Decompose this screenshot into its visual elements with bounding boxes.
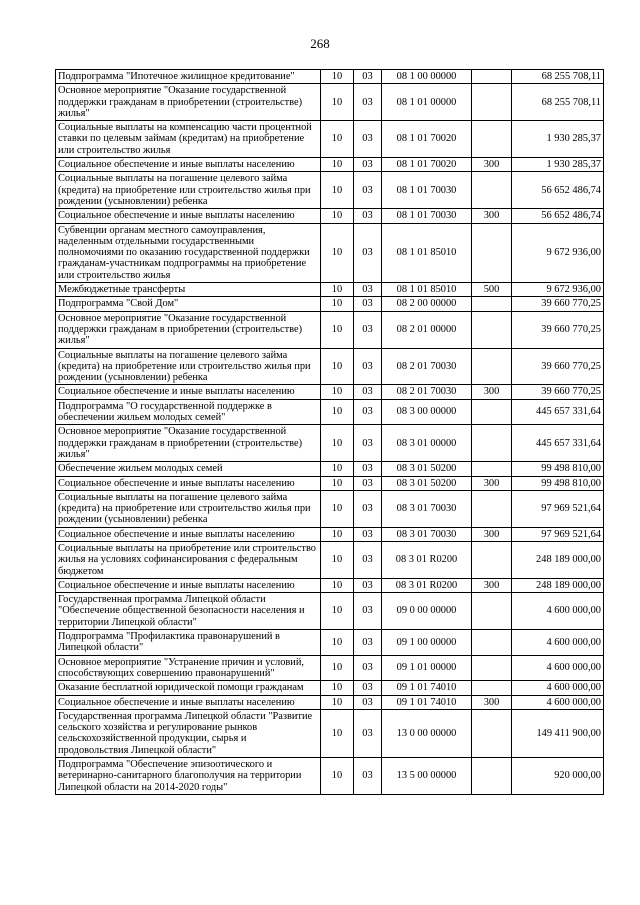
row-expense-type [472,758,512,795]
row-target-article: 08 1 00 00000 [382,70,472,84]
row-subsection: 03 [354,399,382,425]
row-expense-type [472,223,512,282]
row-name: Государственная программа Липецкой области "Обеспечение общественной безопасности населения и территории Липецкой области" [56,593,321,630]
table-row [56,709,604,757]
row-section: 10 [321,348,354,385]
row-amount: 39 660 770,25 [512,348,604,385]
row-target-article: 08 3 01 R0200 [382,541,472,578]
row-name: Социальное обеспечение и иные выплаты населению [56,695,321,709]
row-name: Основное мероприятие "Устранение причин и условий, способствующих совершению правонарушений" [56,655,321,681]
table-row [56,630,604,656]
row-amount: 1 930 285,37 [512,158,604,172]
row-expense-type [472,541,512,578]
row-section: 10 [321,462,354,476]
row-subsection: 03 [354,348,382,385]
table-row [56,121,604,158]
row-name: Межбюджетные трансферты [56,283,321,297]
row-subsection: 03 [354,527,382,541]
row-name: Основное мероприятие "Оказание государственной поддержки гражданам в приобретении (строительстве) жилья" [56,84,321,121]
row-target-article: 08 1 01 70020 [382,158,472,172]
row-subsection: 03 [354,84,382,121]
row-amount: 248 189 000,00 [512,578,604,592]
row-subsection: 03 [354,425,382,462]
row-expense-type: 500 [472,283,512,297]
table-row [56,311,604,348]
row-target-article: 08 2 00 00000 [382,297,472,311]
row-section: 10 [321,758,354,795]
row-section: 10 [321,695,354,709]
row-section: 10 [321,630,354,656]
row-name: Подпрограмма "Обеспечение эпизоотического и ветеринарно-санитарного благополучия на территории Липецкой области на 2014-2020 годы" [56,758,321,795]
row-expense-type [472,121,512,158]
row-target-article: 08 3 01 50200 [382,476,472,490]
row-amount: 99 498 810,00 [512,476,604,490]
table-row [56,297,604,311]
row-amount: 1 930 285,37 [512,121,604,158]
row-subsection: 03 [354,593,382,630]
row-amount: 149 411 900,00 [512,709,604,757]
row-section: 10 [321,283,354,297]
row-name: Подпрограмма "Профилактика правонарушений в Липецкой области" [56,630,321,656]
table-row [56,490,604,527]
row-amount: 445 657 331,64 [512,425,604,462]
row-amount: 39 660 770,25 [512,311,604,348]
row-amount: 920 000,00 [512,758,604,795]
row-expense-type: 300 [472,695,512,709]
row-name: Подпрограмма "О государственной поддержке в обеспечении жильем молодых семей" [56,399,321,425]
row-section: 10 [321,158,354,172]
table-row [56,172,604,209]
row-subsection: 03 [354,385,382,399]
row-name: Социальное обеспечение и иные выплаты населению [56,527,321,541]
row-section: 10 [321,385,354,399]
row-amount: 445 657 331,64 [512,399,604,425]
table-row [56,578,604,592]
row-target-article: 08 1 01 70030 [382,209,472,223]
row-subsection: 03 [354,578,382,592]
row-section: 10 [321,209,354,223]
row-amount: 68 255 708,11 [512,70,604,84]
row-expense-type [472,490,512,527]
row-section: 10 [321,527,354,541]
table-row [56,223,604,282]
budget-table [55,69,604,795]
table-row [56,84,604,121]
table-row [56,655,604,681]
row-section: 10 [321,399,354,425]
row-expense-type [472,709,512,757]
table-row [56,681,604,695]
row-expense-type [472,630,512,656]
row-target-article: 13 5 00 00000 [382,758,472,795]
row-subsection: 03 [354,630,382,656]
row-name: Социальные выплаты на приобретение или строительство жилья на условиях софинансирования с федеральным бюджетом [56,541,321,578]
row-target-article: 08 3 01 70030 [382,490,472,527]
row-expense-type: 300 [472,476,512,490]
row-amount: 99 498 810,00 [512,462,604,476]
row-expense-type [472,84,512,121]
row-section: 10 [321,425,354,462]
row-expense-type: 300 [472,385,512,399]
row-section: 10 [321,709,354,757]
row-target-article: 09 1 01 00000 [382,655,472,681]
row-section: 10 [321,297,354,311]
table-row [56,348,604,385]
row-name: Социальное обеспечение и иные выплаты населению [56,385,321,399]
row-section: 10 [321,121,354,158]
row-subsection: 03 [354,311,382,348]
row-subsection: 03 [354,223,382,282]
row-target-article: 13 0 00 00000 [382,709,472,757]
row-amount: 9 672 936,00 [512,283,604,297]
row-amount: 248 189 000,00 [512,541,604,578]
row-name: Основное мероприятие "Оказание государственной поддержки гражданам в приобретении (строительстве) жилья" [56,311,321,348]
row-section: 10 [321,681,354,695]
row-target-article: 08 2 01 70030 [382,385,472,399]
row-amount: 4 600 000,00 [512,695,604,709]
row-expense-type: 300 [472,158,512,172]
row-target-article: 09 1 01 74010 [382,681,472,695]
row-amount: 68 255 708,11 [512,84,604,121]
row-expense-type: 300 [472,209,512,223]
row-subsection: 03 [354,297,382,311]
row-expense-type [472,70,512,84]
row-amount: 9 672 936,00 [512,223,604,282]
row-name: Оказание бесплатной юридической помощи гражданам [56,681,321,695]
row-subsection: 03 [354,490,382,527]
row-section: 10 [321,476,354,490]
row-amount: 39 660 770,25 [512,297,604,311]
row-expense-type [472,172,512,209]
table-row [56,476,604,490]
row-target-article: 09 0 00 00000 [382,593,472,630]
table-row [56,209,604,223]
row-subsection: 03 [354,655,382,681]
row-target-article: 08 2 01 00000 [382,311,472,348]
row-target-article: 08 3 00 00000 [382,399,472,425]
row-name: Социальные выплаты на погашение целевого займа (кредита) на приобретение или строительство жилья при рождении (усыновлении) ребенка [56,172,321,209]
table-row [56,462,604,476]
table-row [56,593,604,630]
row-target-article: 08 1 01 00000 [382,84,472,121]
table-row [56,283,604,297]
row-name: Социальное обеспечение и иные выплаты населению [56,158,321,172]
row-expense-type [472,348,512,385]
table-row [56,695,604,709]
row-target-article: 09 1 00 00000 [382,630,472,656]
row-section: 10 [321,655,354,681]
row-subsection: 03 [354,695,382,709]
row-section: 10 [321,578,354,592]
row-section: 10 [321,172,354,209]
row-subsection: 03 [354,158,382,172]
row-section: 10 [321,541,354,578]
row-expense-type [472,681,512,695]
table-row [56,527,604,541]
row-subsection: 03 [354,541,382,578]
row-name: Обеспечение жильем молодых семей [56,462,321,476]
row-section: 10 [321,311,354,348]
row-subsection: 03 [354,121,382,158]
row-section: 10 [321,84,354,121]
row-target-article: 08 1 01 70030 [382,172,472,209]
row-expense-type: 300 [472,527,512,541]
row-target-article: 08 3 01 50200 [382,462,472,476]
row-name: Социальные выплаты на компенсацию части процентной ставки по целевым займам (кредитам) на приобретение или строительство жилья [56,121,321,158]
row-section: 10 [321,70,354,84]
row-name: Социальное обеспечение и иные выплаты населению [56,476,321,490]
row-subsection: 03 [354,758,382,795]
row-amount: 56 652 486,74 [512,209,604,223]
row-subsection: 03 [354,462,382,476]
row-target-article: 08 1 01 85010 [382,223,472,282]
row-expense-type [472,311,512,348]
row-section: 10 [321,223,354,282]
row-expense-type [472,655,512,681]
row-target-article: 09 1 01 74010 [382,695,472,709]
row-name: Подпрограмма "Ипотечное жилищное кредитование" [56,70,321,84]
row-subsection: 03 [354,70,382,84]
row-name: Социальное обеспечение и иные выплаты населению [56,578,321,592]
row-expense-type [472,399,512,425]
table-row [56,399,604,425]
row-subsection: 03 [354,209,382,223]
table-row [56,425,604,462]
row-amount: 97 969 521,64 [512,527,604,541]
row-subsection: 03 [354,172,382,209]
table-row [56,758,604,795]
row-target-article: 08 1 01 85010 [382,283,472,297]
row-amount: 97 969 521,64 [512,490,604,527]
row-section: 10 [321,490,354,527]
row-expense-type [472,593,512,630]
row-target-article: 08 3 01 70030 [382,527,472,541]
row-amount: 4 600 000,00 [512,681,604,695]
row-target-article: 08 2 01 70030 [382,348,472,385]
row-amount: 4 600 000,00 [512,630,604,656]
row-name: Социальное обеспечение и иные выплаты населению [56,209,321,223]
row-subsection: 03 [354,681,382,695]
row-target-article: 08 1 01 70020 [382,121,472,158]
row-target-article: 08 3 01 R0200 [382,578,472,592]
row-name: Подпрограмма "Свой Дом" [56,297,321,311]
row-expense-type [472,297,512,311]
row-expense-type: 300 [472,578,512,592]
table-row [56,158,604,172]
row-target-article: 08 3 01 00000 [382,425,472,462]
row-amount: 56 652 486,74 [512,172,604,209]
row-section: 10 [321,593,354,630]
row-amount: 39 660 770,25 [512,385,604,399]
row-name: Государственная программа Липецкой области "Развитие сельского хозяйства и регулирование рынков сельскохозяйственной продукции, сырья и продовольствия Липецкой области" [56,709,321,757]
row-name: Социальные выплаты на погашение целевого займа (кредита) на приобретение или строительство жилья при рождении (усыновлении) ребенка [56,490,321,527]
row-name: Основное мероприятие "Оказание государственной поддержки гражданам в приобретении (строительстве) жилья" [56,425,321,462]
row-subsection: 03 [354,283,382,297]
row-expense-type [472,462,512,476]
page-number: 268 [310,36,330,51]
row-name: Социальные выплаты на погашение целевого займа (кредита) на приобретение или строительство жилья при рождении (усыновлении) ребенка [56,348,321,385]
table-row [56,70,604,84]
row-amount: 4 600 000,00 [512,655,604,681]
row-name: Субвенции органам местного самоуправления, наделенным отдельными государственными полномочиями по оказанию государственной поддержки гражданам-участникам подпрограммы на приобретение или строительство жилья [56,223,321,282]
table-row [56,385,604,399]
row-subsection: 03 [354,476,382,490]
row-amount: 4 600 000,00 [512,593,604,630]
row-subsection: 03 [354,709,382,757]
row-expense-type [472,425,512,462]
table-row [56,541,604,578]
